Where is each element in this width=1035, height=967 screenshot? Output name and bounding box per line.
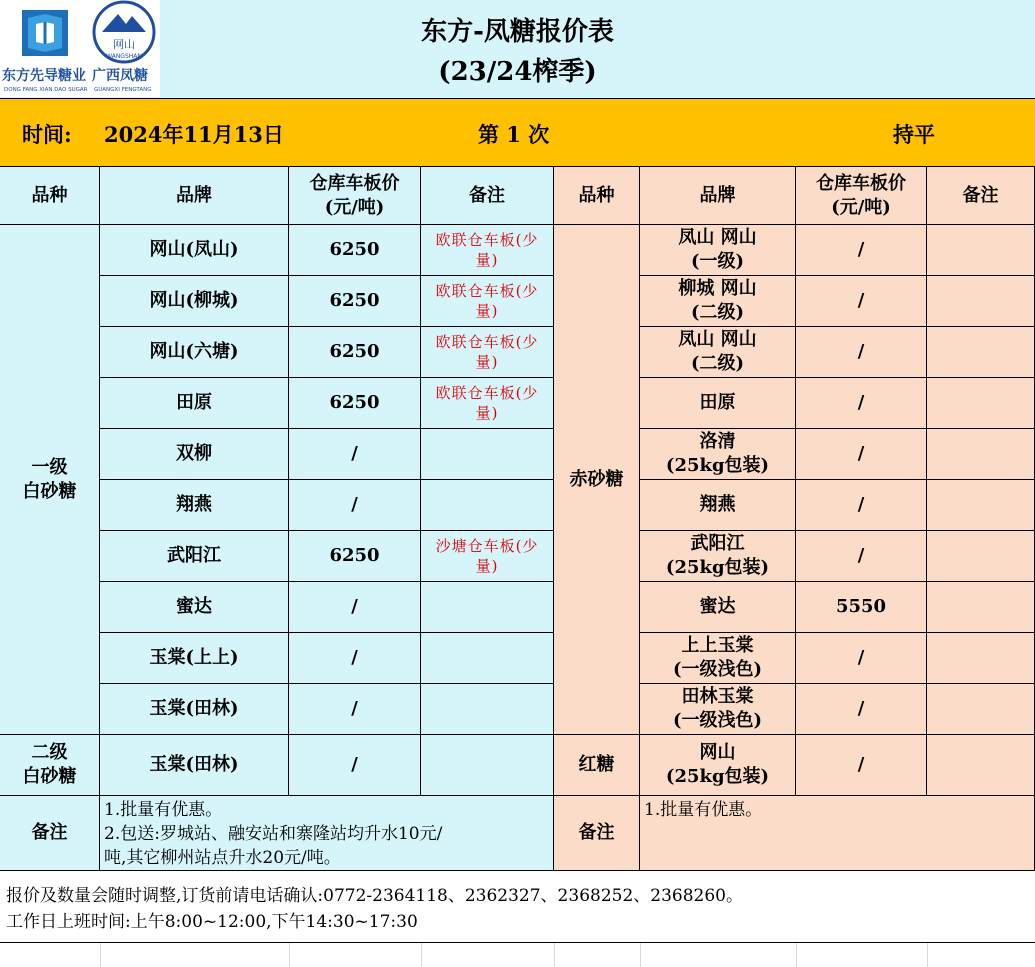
brand-cell: 蜜达 bbox=[100, 582, 289, 633]
price-cell: / bbox=[289, 684, 421, 735]
price-cell: 6250 bbox=[289, 276, 421, 327]
brand-cell: 田原 bbox=[100, 378, 289, 429]
header-price: 仓库车板价 (元/吨) bbox=[796, 167, 927, 225]
category-brown-sugar: 赤砂糖 bbox=[554, 225, 640, 735]
note-cell bbox=[927, 225, 1035, 276]
price-cell: 6250 bbox=[289, 225, 421, 276]
note-cell bbox=[927, 633, 1035, 684]
note-cell bbox=[421, 735, 554, 796]
note-cell bbox=[927, 480, 1035, 531]
price-cell: / bbox=[796, 480, 927, 531]
brand-cell: 柳城 网山 (二级) bbox=[640, 276, 796, 327]
time-label: 时间: bbox=[22, 122, 72, 147]
brand-cell: 武阳江 bbox=[100, 531, 289, 582]
quote-round: 第 1 次 bbox=[478, 122, 550, 147]
svg-text:广西凤糖: 广西凤糖 bbox=[92, 68, 148, 84]
note-cell bbox=[927, 276, 1035, 327]
price-cell: 6250 bbox=[289, 378, 421, 429]
note-cell bbox=[421, 633, 554, 684]
header-price: 仓库车板价 (元/吨) bbox=[289, 167, 421, 225]
svg-text:WANGSHAN: WANGSHAN bbox=[106, 53, 142, 60]
svg-text:东方先导糖业: 东方先导糖业 bbox=[2, 68, 86, 84]
price-cell: 6250 bbox=[289, 327, 421, 378]
header-brand: 品牌 bbox=[100, 167, 289, 225]
price-cell: / bbox=[289, 480, 421, 531]
footer-contact: 报价及数量会随时调整,订货前请电话确认:0772-2364118、2362327、2368252、2368260。 bbox=[6, 886, 743, 906]
price-cell: / bbox=[796, 735, 927, 796]
price-trend: 持平 bbox=[893, 122, 935, 147]
brand-cell: 凤山 网山 (二级) bbox=[640, 327, 796, 378]
note-cell: 欧联仓车板(少 量) bbox=[421, 327, 554, 378]
remarks-text: 1.批量有优惠。 bbox=[640, 796, 1035, 871]
note-cell: 沙塘仓车板(少 量) bbox=[421, 531, 554, 582]
page-title: 东方-凤糖报价表 bbox=[421, 17, 614, 47]
price-cell: 5550 bbox=[796, 582, 927, 633]
brand-cell: 网山(凤山) bbox=[100, 225, 289, 276]
brand-cell: 双柳 bbox=[100, 429, 289, 480]
note-cell: 欧联仓车板(少 量) bbox=[421, 225, 554, 276]
header-note: 备注 bbox=[927, 167, 1035, 225]
price-cell: / bbox=[796, 429, 927, 480]
brand-cell: 玉棠(田林) bbox=[100, 684, 289, 735]
note-cell bbox=[927, 735, 1035, 796]
category-grade1-white-sugar: 一级 白砂糖 bbox=[0, 225, 100, 735]
empty-sheet-area bbox=[0, 943, 1035, 967]
brand-cell: 玉棠(上上) bbox=[100, 633, 289, 684]
price-cell: / bbox=[796, 327, 927, 378]
price-cell: / bbox=[289, 582, 421, 633]
note-cell bbox=[421, 480, 554, 531]
price-cell: / bbox=[796, 276, 927, 327]
note-cell bbox=[927, 378, 1035, 429]
header-brand: 品牌 bbox=[640, 167, 796, 225]
note-cell: 欧联仓车板(少 量) bbox=[421, 378, 554, 429]
note-cell bbox=[421, 684, 554, 735]
header-note: 备注 bbox=[421, 167, 554, 225]
note-cell bbox=[421, 582, 554, 633]
brand-cell: 田林玉棠 (一级浅色) bbox=[640, 684, 796, 735]
price-cell: / bbox=[796, 378, 927, 429]
brand-cell: 蜜达 bbox=[640, 582, 796, 633]
note-cell: 欧联仓车板(少 量) bbox=[421, 276, 554, 327]
remarks-text: 1.批量有优惠。 2.包送:罗城站、融安站和寨隆站均升水10元/ 吨,其它柳州站点升水20元/吨。 bbox=[100, 796, 554, 871]
note-cell bbox=[927, 327, 1035, 378]
category-red-sugar: 红糖 bbox=[554, 735, 640, 796]
footer-hours: 工作日上班时间:上午8:00~12:00,下午14:30~17:30 bbox=[6, 912, 418, 932]
price-cell: / bbox=[796, 531, 927, 582]
brand-cell: 翔燕 bbox=[640, 480, 796, 531]
svg-text:网山: 网山 bbox=[113, 38, 135, 51]
note-cell bbox=[927, 531, 1035, 582]
note-cell bbox=[927, 429, 1035, 480]
price-cell: / bbox=[289, 429, 421, 480]
price-cell: 6250 bbox=[289, 531, 421, 582]
brand-cell: 田原 bbox=[640, 378, 796, 429]
logo-area bbox=[0, 0, 160, 97]
brand-cell: 玉棠(田林) bbox=[100, 735, 289, 796]
svg-text:DONG FANG XIAN DAO SUGAR: DONG FANG XIAN DAO SUGAR bbox=[4, 87, 88, 93]
price-cell: / bbox=[796, 225, 927, 276]
svg-text:GUANGXI FENGTANG: GUANGXI FENGTANG bbox=[94, 87, 152, 93]
company-logos bbox=[0, 0, 160, 97]
price-cell: / bbox=[796, 684, 927, 735]
brand-cell: 网山 (25kg包装) bbox=[640, 735, 796, 796]
brand-cell: 网山(六塘) bbox=[100, 327, 289, 378]
brand-cell: 网山(柳城) bbox=[100, 276, 289, 327]
category-grade2-white-sugar: 二级 白砂糖 bbox=[0, 735, 100, 796]
note-cell bbox=[927, 582, 1035, 633]
brand-cell: 翔燕 bbox=[100, 480, 289, 531]
page-subtitle: (23/24榨季) bbox=[438, 57, 597, 87]
header-category: 品种 bbox=[554, 167, 640, 225]
remarks-label: 备注 bbox=[554, 796, 640, 871]
brand-cell: 凤山 网山 (一级) bbox=[640, 225, 796, 276]
quote-date: 2024年11月13日 bbox=[104, 122, 284, 147]
brand-cell: 洛清 (25kg包装) bbox=[640, 429, 796, 480]
brand-cell: 上上玉棠 (一级浅色) bbox=[640, 633, 796, 684]
price-cell: / bbox=[289, 633, 421, 684]
header-category: 品种 bbox=[0, 167, 100, 225]
brand-cell: 武阳江 (25kg包装) bbox=[640, 531, 796, 582]
price-cell: / bbox=[289, 735, 421, 796]
note-cell bbox=[927, 684, 1035, 735]
note-cell bbox=[421, 429, 554, 480]
remarks-label: 备注 bbox=[0, 796, 100, 871]
price-cell: / bbox=[796, 633, 927, 684]
